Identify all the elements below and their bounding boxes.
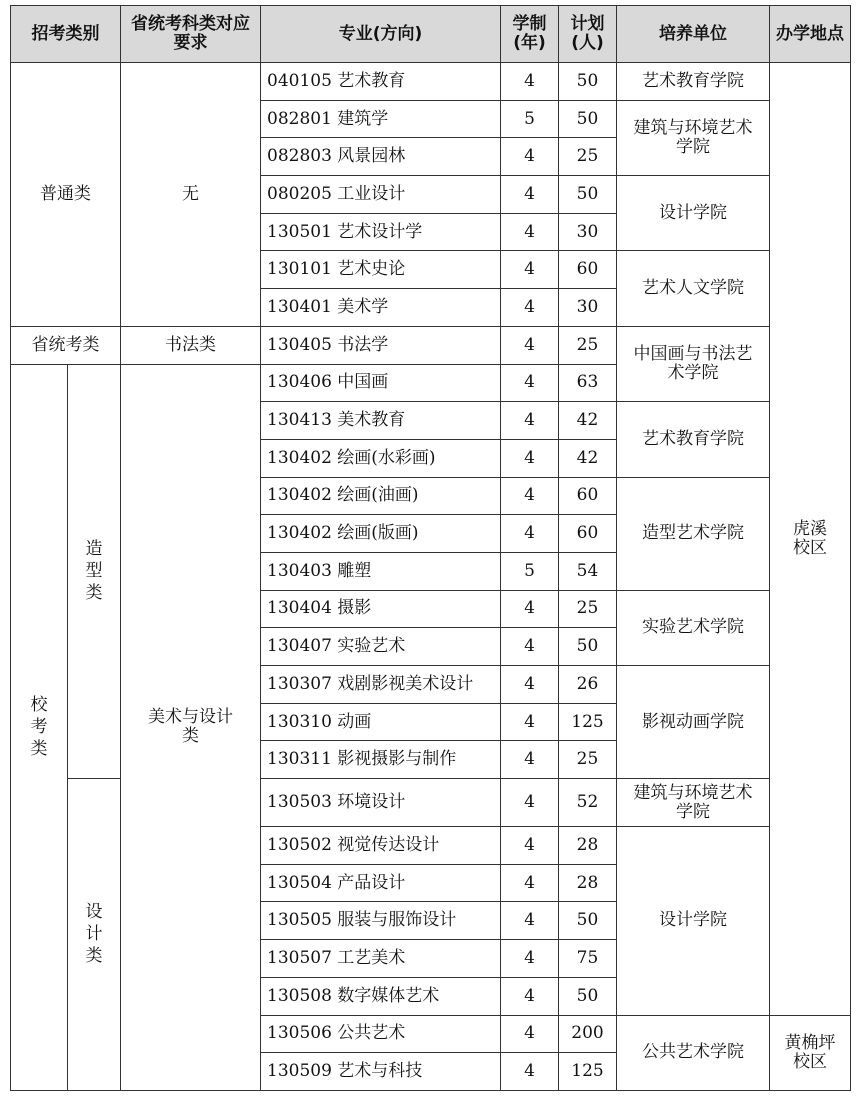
- years-cell: 4: [501, 827, 559, 865]
- unit-cell: 设计学院: [617, 827, 770, 1015]
- subcategory-sheji: [68, 779, 121, 1091]
- plan-cell: 50: [559, 176, 617, 214]
- plan-cell: 125: [559, 1053, 617, 1091]
- unit-cell: [617, 100, 770, 175]
- admission-plan-table: [10, 5, 851, 1091]
- years-cell: 4: [501, 864, 559, 902]
- unit-cell: [617, 779, 770, 827]
- major-cell: 130402 绘画(油画): [261, 477, 501, 515]
- plan-cell: 25: [559, 741, 617, 779]
- unit-cell: 影视动画学院: [617, 666, 770, 779]
- header-major: 专业(方向): [261, 6, 501, 63]
- subcategory-zaoxing: [68, 364, 121, 779]
- plan-cell: 28: [559, 864, 617, 902]
- major-cell: 130507 工艺美术: [261, 940, 501, 978]
- years-cell: 4: [501, 515, 559, 553]
- plan-cell: 60: [559, 251, 617, 289]
- subcategory-label: 造型类: [85, 539, 103, 604]
- campus-label: 黄桷坪校区: [784, 1032, 836, 1072]
- header-exam-requirement: 省统考科类对应要求: [121, 6, 261, 63]
- years-cell: 4: [501, 940, 559, 978]
- plan-cell: 200: [559, 1015, 617, 1053]
- major-cell: 130311 影视摄影与制作: [261, 741, 501, 779]
- unit-label: 中国画与书法艺术学院: [633, 344, 753, 383]
- major-cell: 130503 环境设计: [261, 779, 501, 827]
- header-campus: 办学地点: [770, 6, 851, 63]
- major-cell: 130402 绘画(版画): [261, 515, 501, 553]
- major-cell: 130501 艺术设计学: [261, 213, 501, 251]
- header-plan: 计划(人): [559, 6, 617, 63]
- plan-cell: 42: [559, 402, 617, 440]
- unit-cell: 造型艺术学院: [617, 477, 770, 590]
- plan-cell: 25: [559, 138, 617, 176]
- unit-cell: 艺术人文学院: [617, 251, 770, 326]
- years-cell: 4: [501, 138, 559, 176]
- table-row: [11, 326, 851, 364]
- header-category: 招考类别: [11, 6, 121, 63]
- plan-cell: 50: [559, 977, 617, 1015]
- table-header-row: [11, 6, 851, 63]
- plan-cell: 63: [559, 364, 617, 402]
- years-cell: 4: [501, 779, 559, 827]
- major-cell: 130401 美术学: [261, 289, 501, 327]
- major-cell: 130404 摄影: [261, 590, 501, 628]
- plan-cell: 50: [559, 63, 617, 101]
- requirement-putong: 无: [121, 63, 261, 327]
- years-cell: 4: [501, 402, 559, 440]
- major-cell: 130310 动画: [261, 703, 501, 741]
- unit-cell: 艺术教育学院: [617, 63, 770, 101]
- admission-table-container: [10, 5, 851, 1091]
- years-cell: 4: [501, 439, 559, 477]
- years-cell: 4: [501, 176, 559, 214]
- header-years: 学制(年): [501, 6, 559, 63]
- major-cell: 130508 数字媒体艺术: [261, 977, 501, 1015]
- plan-cell: 54: [559, 552, 617, 590]
- unit-cell: 实验艺术学院: [617, 590, 770, 665]
- years-cell: 4: [501, 741, 559, 779]
- years-cell: 4: [501, 977, 559, 1015]
- years-cell: 4: [501, 477, 559, 515]
- plan-cell: 30: [559, 289, 617, 327]
- major-cell: 130502 视觉传达设计: [261, 827, 501, 865]
- major-cell: 130509 艺术与科技: [261, 1053, 501, 1091]
- major-cell: 130405 书法学: [261, 326, 501, 364]
- years-cell: 4: [501, 1053, 559, 1091]
- major-cell: 130402 绘画(水彩画): [261, 439, 501, 477]
- major-cell: 130505 服装与服饰设计: [261, 902, 501, 940]
- major-cell: 082803 风景园林: [261, 138, 501, 176]
- major-cell: 130101 艺术史论: [261, 251, 501, 289]
- header-unit: 培养单位: [617, 6, 770, 63]
- requirement-label: 美术与设计类: [148, 707, 233, 747]
- years-cell: 4: [501, 666, 559, 704]
- major-cell: 130307 戏剧影视美术设计: [261, 666, 501, 704]
- category-xiaokao: [11, 364, 68, 1090]
- major-cell: 040105 艺术教育: [261, 63, 501, 101]
- major-cell: 080205 工业设计: [261, 176, 501, 214]
- subcategory-label: 设计类: [85, 902, 103, 967]
- requirement-shengtong: 书法类: [121, 326, 261, 364]
- plan-cell: 25: [559, 326, 617, 364]
- plan-cell: 50: [559, 628, 617, 666]
- major-cell: 130413 美术教育: [261, 402, 501, 440]
- years-cell: 4: [501, 364, 559, 402]
- years-cell: 5: [501, 100, 559, 138]
- plan-cell: 42: [559, 439, 617, 477]
- years-cell: 4: [501, 628, 559, 666]
- years-cell: 4: [501, 326, 559, 364]
- category-shengtong: 省统考类: [11, 326, 121, 364]
- plan-cell: 30: [559, 213, 617, 251]
- unit-cell: 公共艺术学院: [617, 1015, 770, 1090]
- plan-cell: 50: [559, 902, 617, 940]
- years-cell: 4: [501, 63, 559, 101]
- plan-cell: 28: [559, 827, 617, 865]
- unit-label: 建筑与环境艺术学院: [633, 117, 753, 157]
- years-cell: 5: [501, 552, 559, 590]
- unit-label: 建筑与环境艺术学院: [633, 782, 753, 822]
- campus-huangjueping: [770, 1015, 851, 1090]
- years-cell: 4: [501, 590, 559, 628]
- campus-label: 虎溪校区: [793, 518, 827, 558]
- plan-cell: 52: [559, 779, 617, 827]
- plan-cell: 125: [559, 703, 617, 741]
- years-cell: 4: [501, 213, 559, 251]
- plan-cell: 26: [559, 666, 617, 704]
- years-cell: 4: [501, 902, 559, 940]
- unit-cell: 设计学院: [617, 176, 770, 251]
- years-cell: 4: [501, 251, 559, 289]
- plan-cell: 60: [559, 477, 617, 515]
- category-label: 校考类: [30, 695, 48, 760]
- unit-cell: [617, 326, 770, 401]
- plan-cell: 60: [559, 515, 617, 553]
- major-cell: 082801 建筑学: [261, 100, 501, 138]
- major-cell: 130407 实验艺术: [261, 628, 501, 666]
- campus-huxi: [770, 63, 851, 1016]
- years-cell: 4: [501, 1015, 559, 1053]
- plan-cell: 50: [559, 100, 617, 138]
- major-cell: 130504 产品设计: [261, 864, 501, 902]
- category-putong: 普通类: [11, 63, 121, 327]
- requirement-xiaokao: [121, 364, 261, 1090]
- plan-cell: 75: [559, 940, 617, 978]
- major-cell: 130403 雕塑: [261, 552, 501, 590]
- major-cell: 130506 公共艺术: [261, 1015, 501, 1053]
- years-cell: 4: [501, 289, 559, 327]
- years-cell: 4: [501, 703, 559, 741]
- table-row: [11, 63, 851, 101]
- plan-cell: 25: [559, 590, 617, 628]
- major-cell: 130406 中国画: [261, 364, 501, 402]
- unit-cell: 艺术教育学院: [617, 402, 770, 477]
